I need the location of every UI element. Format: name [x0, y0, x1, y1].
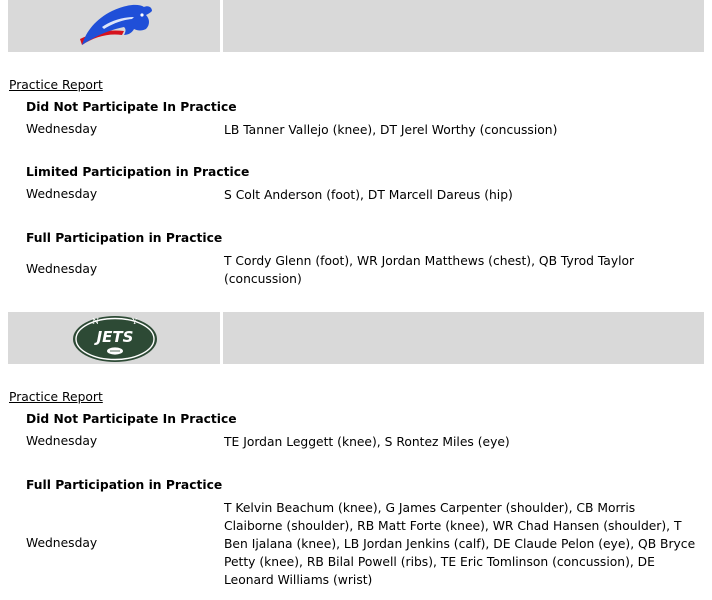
bills-limited-heading: Limited Participation in Practice [26, 165, 250, 179]
jets-full-heading: Full Participation in Practice [26, 478, 223, 492]
bills-dnp-day: Wednesday [26, 122, 98, 136]
bills-full-day: Wednesday [26, 262, 98, 276]
bills-logo-cell [8, 0, 220, 52]
bills-header-right-cell [223, 0, 704, 52]
bills-dnp-heading: Did Not Participate In Practice [26, 100, 237, 114]
bills-report-title: Practice Report [9, 78, 103, 92]
jets-header-right-cell [223, 312, 704, 364]
jets-full-players: T Kelvin Beachum (knee), G James Carpenter (shoulder), CB Morris Claiborne (shoulder), RB Matt Forte (knee), WR Chad Hansen (shoulder), T Ben Ijalana (knee), LB Jordan Jenkins (calf), DE Claude Pelon (eye), QB Bryce Petty (knee), RB Bilal Powell (ribs), TE Eric Tomlinson (concussion), DE Leonard Williams (wrist) [224, 501, 696, 587]
jets-logo-wordmark: JETS [96, 328, 134, 346]
bills-full-heading: Full Participation in Practice [26, 231, 223, 245]
buffalo-bills-logo [72, 1, 158, 51]
jets-header-band [8, 312, 704, 364]
bills-limited-players: S Colt Anderson (foot), DT Marcell Dareus (hip) [224, 188, 513, 202]
bills-limited-day: Wednesday [26, 187, 98, 201]
svg-text:Y: Y [132, 317, 138, 326]
bills-dnp-players: LB Tanner Vallejo (knee), DT Jerel Worthy (concussion) [224, 123, 558, 137]
jets-full-day: Wednesday [26, 536, 98, 550]
new-york-jets-logo [72, 313, 158, 363]
bills-full-players: T Cordy Glenn (foot), WR Jordan Matthews (chest), QB Tyrod Taylor (concussion) [224, 254, 635, 286]
jets-dnp-day: Wednesday [26, 434, 98, 448]
jets-report-title: Practice Report [9, 390, 103, 404]
jets-logo-cell [8, 312, 220, 364]
jets-dnp-players: TE Jordan Leggett (knee), S Rontez Miles (eye) [224, 435, 510, 449]
svg-text:N: N [92, 317, 99, 326]
bills-header-band [8, 0, 704, 52]
jets-dnp-heading: Did Not Participate In Practice [26, 412, 237, 426]
